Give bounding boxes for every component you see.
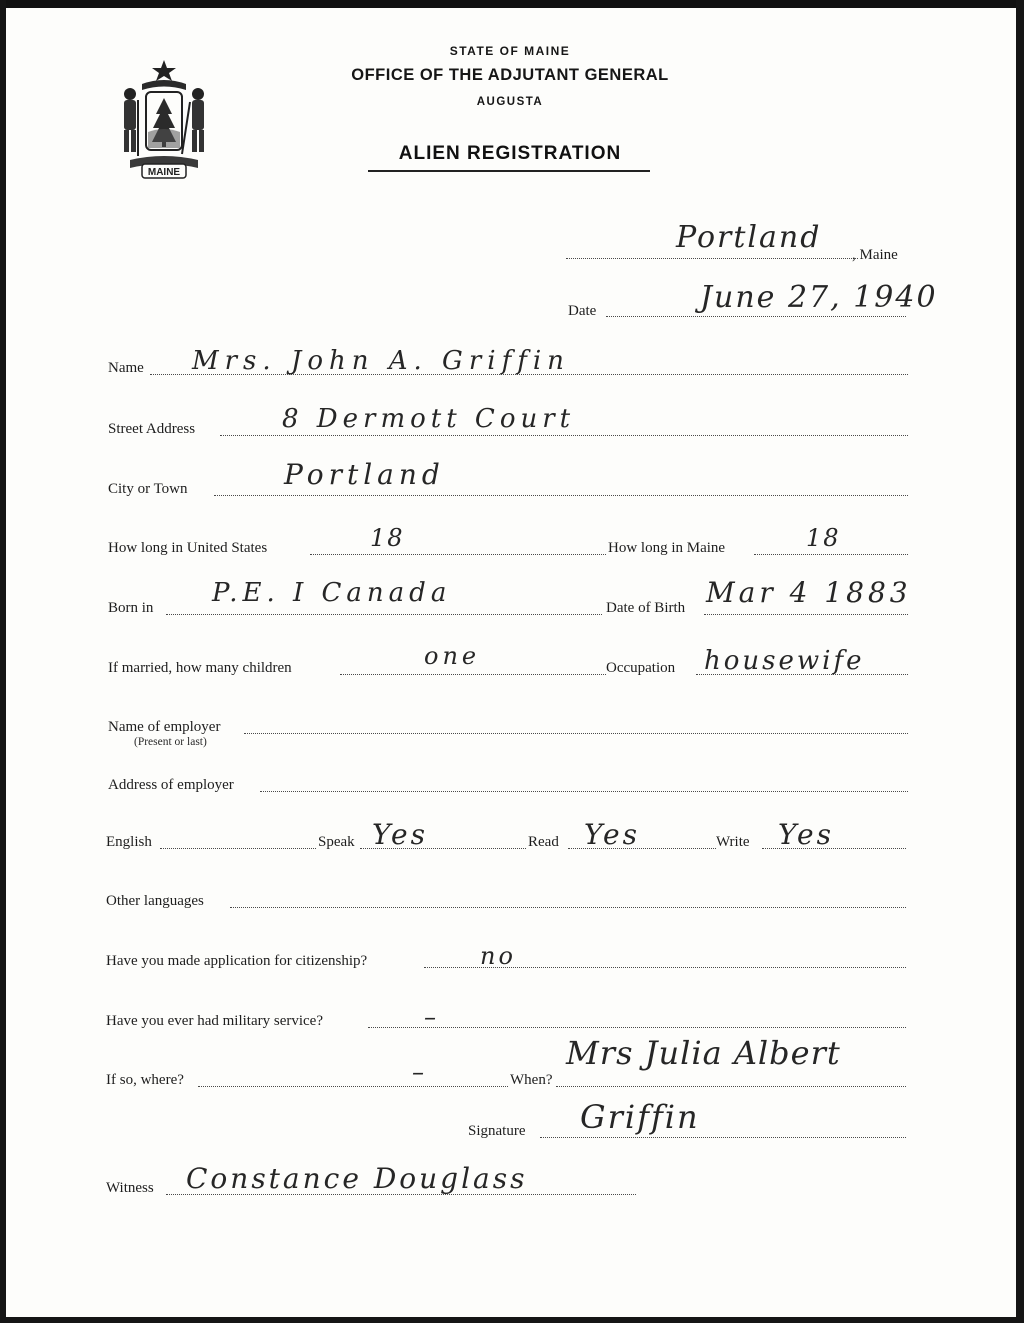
years-maine-label: How long in Maine (608, 540, 726, 556)
street-address-label: Street Address (108, 421, 196, 437)
employer-sublabel: (Present or last) (134, 736, 207, 748)
employer-address-label: Address of employer (108, 777, 234, 793)
born-in-entry: P.E. I Canada (212, 578, 452, 608)
other-languages-field-line (230, 907, 906, 908)
speak-label: Speak (318, 834, 355, 850)
signature-field-line (540, 1137, 906, 1138)
write-label: Write (716, 834, 750, 850)
read-label: Read (528, 834, 559, 850)
when-label: When? (510, 1072, 553, 1088)
employer-label: Name of employer (108, 719, 221, 735)
children-entry: one (424, 642, 481, 670)
seal-scroll-label: MAINE (147, 167, 181, 178)
children-field-line (340, 674, 606, 675)
date-entry: June 27, 1940 (700, 280, 938, 315)
witness-entry: Constance Douglass (186, 1162, 528, 1195)
city-field-line (214, 495, 908, 496)
header-office: OFFICE OF THE ADJUTANT GENERAL (351, 66, 669, 84)
employer-address-field-line (260, 791, 908, 792)
citizenship-label: Have you made application for citizenship? (106, 953, 368, 969)
years-maine-entry: 18 (806, 524, 841, 552)
title-underline (368, 170, 650, 172)
scan-border-bottom (0, 1317, 1024, 1323)
name-entry: Mrs. John A. Griffin (192, 346, 570, 376)
place-suffix-label: , Maine (852, 247, 898, 263)
where-entry: – (412, 1058, 426, 1086)
years-maine-field-line (754, 554, 908, 555)
other-languages-label: Other languages (106, 893, 204, 909)
english-label: English (106, 834, 152, 850)
where-field-line (198, 1086, 508, 1087)
occupation-label: Occupation (606, 660, 676, 676)
date-label: Date (568, 303, 597, 319)
scan-border-left (0, 0, 6, 1323)
write-entry: Yes (778, 818, 834, 851)
signature-entry-line1: Mrs Julia Albert (566, 1034, 841, 1072)
years-us-field-line (310, 554, 606, 555)
place-entry: Portland (676, 220, 822, 255)
name-label: Name (108, 360, 144, 376)
street-address-field-line (220, 435, 908, 436)
signature-label: Signature (468, 1123, 526, 1139)
military-label: Have you ever had military service? (106, 1013, 323, 1029)
years-us-entry: 18 (370, 524, 405, 552)
where-label: If so, where? (106, 1072, 184, 1088)
scan-border-right (1016, 0, 1024, 1323)
english-field-line (160, 848, 316, 849)
military-entry: – (424, 1003, 438, 1031)
occupation-entry: housewife (704, 646, 865, 676)
scan-border-top (0, 0, 1024, 8)
date-field-line (606, 316, 906, 317)
signature-entry-line2: Griffin (580, 1098, 700, 1136)
header-state: STATE OF MAINE (449, 44, 571, 58)
street-address-entry: 8 Dermott Court (282, 404, 576, 434)
witness-label: Witness (106, 1180, 154, 1196)
born-in-label: Born in (108, 600, 154, 616)
city-label: City or Town (108, 481, 188, 497)
date-of-birth-label: Date of Birth (606, 600, 686, 616)
date-of-birth-field-line (704, 614, 908, 615)
place-field-line (566, 258, 858, 259)
header-city: AUGUSTA (476, 96, 544, 108)
children-label: If married, how many children (108, 660, 292, 676)
when-field-line (556, 1086, 906, 1087)
employer-field-line (244, 733, 908, 734)
form-title: ALIEN REGISTRATION (398, 143, 622, 164)
military-field-line (368, 1027, 906, 1028)
born-in-field-line (166, 614, 602, 615)
state-seal-emblem (112, 56, 216, 184)
date-of-birth-entry: Mar 4 1883 (706, 576, 912, 609)
city-entry: Portland (284, 458, 445, 491)
citizenship-entry: no (480, 942, 516, 970)
speak-entry: Yes (372, 818, 428, 851)
read-entry: Yes (584, 818, 640, 851)
years-us-label: How long in United States (108, 540, 268, 556)
